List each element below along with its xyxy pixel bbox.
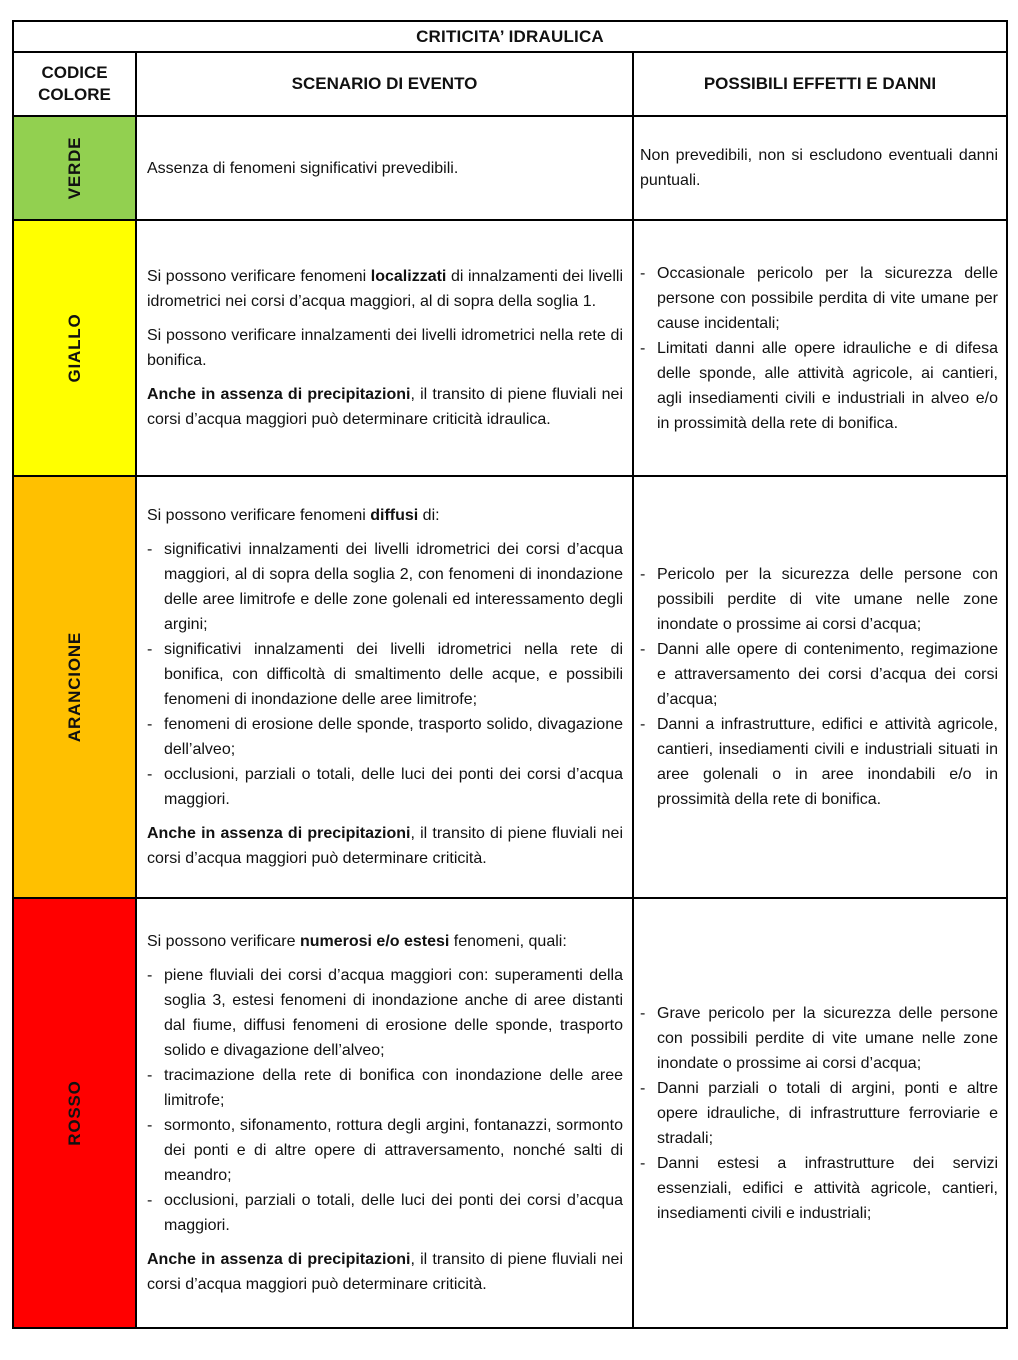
scenario-paragraph bbox=[147, 264, 623, 314]
effects-text: Non prevedibili, non si escludono eventuali danni puntuali. bbox=[640, 147, 998, 189]
table-row-giallo bbox=[13, 220, 1007, 476]
scenario-cell-verde bbox=[136, 116, 633, 220]
scenario-text: , il transito di piene fluviali nei corsi d’acqua maggiori può determinare criticità idraulica. bbox=[147, 386, 624, 428]
scenario-text: fenomeni di erosione delle sponde, trasporto solido, divagazione dell’alveo; bbox=[164, 716, 623, 758]
scenario-text-bold: numerosi e/o estesi bbox=[299, 933, 450, 950]
scenario-text-bold: Anche in assenza di precipitazioni bbox=[147, 386, 411, 403]
color-code-label: ROSSO bbox=[64, 1080, 84, 1146]
effects-bullet bbox=[640, 336, 998, 436]
bullet-dash: - bbox=[147, 716, 153, 733]
effects-text: Grave pericolo per la sicurezza delle persone con possibili perdite di vite umane nelle zone inondate o prossime ai corsi d’acqua; bbox=[657, 1004, 998, 1072]
scenario-paragraph bbox=[147, 821, 623, 871]
bullet-dash: - bbox=[640, 566, 646, 583]
effects-bullet bbox=[640, 637, 998, 712]
bullet-dash: - bbox=[640, 1004, 646, 1022]
effects-bullet bbox=[640, 562, 998, 637]
scenario-text: , il transito di piene fluviali nei corsi d’acqua maggiori può determinare criticità. bbox=[147, 1251, 624, 1293]
scenario-bullet bbox=[147, 1063, 623, 1113]
color-code-cell-arancione bbox=[13, 476, 136, 898]
scenario-text-bold: localizzati bbox=[370, 268, 447, 285]
effects-text: Occasionale pericolo per la sicurezza delle persone con possibile perdita di vite umane per cause incidentali; bbox=[657, 264, 998, 332]
bullet-dash: - bbox=[147, 766, 153, 783]
scenario-text: di innalzamenti dei livelli idrometrici nei corsi d’acqua maggiori, al di sopra della soglia 1. bbox=[147, 268, 623, 310]
effects-text: Danni a infrastrutture, edifici e attività agricole, cantieri, insediamenti civili e industriali situati in aree golenali o in aree inondabili e/o in prossimità della rete di bonifica. bbox=[657, 716, 998, 808]
bullet-dash: - bbox=[147, 1192, 153, 1209]
scenario-paragraph bbox=[147, 156, 623, 181]
scenario-text: Si possono verificare innalzamenti dei livelli idrometrici nella rete di bonifica. bbox=[147, 327, 623, 369]
title-row bbox=[13, 21, 1007, 52]
scenario-text: Si possono verificare fenomeni bbox=[147, 268, 371, 285]
effects-cell-rosso bbox=[633, 898, 1007, 1328]
scenario-cell-giallo bbox=[136, 220, 633, 476]
bullet-dash: - bbox=[147, 1117, 153, 1134]
bullet-dash: - bbox=[640, 339, 646, 357]
effects-text: Danni parziali o totali di argini, ponti e altre opere idrauliche, di infrastrutture ferroviarie e stradali; bbox=[657, 1079, 998, 1147]
column-header-scenario-di-evento: SCENARIO DI EVENTO bbox=[136, 52, 633, 116]
effects-paragraph bbox=[640, 143, 998, 193]
criticita-idraulica-table bbox=[12, 20, 1008, 1329]
scenario-text: Si possono verificare fenomeni bbox=[147, 507, 371, 524]
scenario-bullet bbox=[147, 712, 623, 762]
effects-bullet bbox=[640, 261, 998, 336]
scenario-text: piene fluviali dei corsi d’acqua maggiori con: superamenti della soglia 3, estesi fenomeni di inondazione anche di aree distanti dal fiume, diffusi fenomeni di erosione delle sponde, trasporto solido e divagazione dell’alveo; bbox=[164, 967, 623, 1059]
effects-text: Danni estesi a infrastrutture dei servizi essenziali, edifici e attività agricole, cantieri, insediamenti civili e industriali; bbox=[657, 1154, 998, 1222]
scenario-text: sormonto, sifonamento, rottura degli argini, fontanazzi, sormonto dei ponti e di altre opere di attraversamento, nonché salti di meandro; bbox=[164, 1117, 623, 1184]
effects-bullet bbox=[640, 1076, 998, 1151]
scenario-text: fenomeni, quali: bbox=[449, 933, 567, 950]
color-code-label: ARANCIONE bbox=[64, 631, 84, 743]
effects-cell-giallo bbox=[633, 220, 1007, 476]
bullet-dash: - bbox=[147, 967, 153, 984]
effects-text: Limitati danni alle opere idrauliche e di difesa delle sponde, alle attività agricole, ai cantieri, agli insediamenti civili e industriali in alveo e/o in prossimità della rete di bonifica. bbox=[657, 339, 998, 432]
bullet-dash: - bbox=[640, 716, 646, 733]
scenario-text: significativi innalzamenti dei livelli idrometrici nella rete di bonifica, con difficoltà di smaltimento delle acque, e possibili fenomeni di inondazione delle aree limitrofe; bbox=[164, 641, 623, 708]
color-code-label: VERDE bbox=[64, 136, 84, 200]
scenario-bullet bbox=[147, 963, 623, 1063]
scenario-bullet bbox=[147, 537, 623, 637]
bullet-dash: - bbox=[147, 1067, 153, 1084]
color-code-label: GIALLO bbox=[64, 313, 84, 383]
table-title: CRITICITA’ IDRAULICA bbox=[13, 21, 1007, 52]
column-header-row bbox=[13, 52, 1007, 116]
bullet-dash: - bbox=[147, 541, 153, 558]
scenario-bullet bbox=[147, 1188, 623, 1238]
column-header-codice-colore: CODICE COLORE bbox=[13, 52, 136, 116]
bullet-dash: - bbox=[640, 1154, 646, 1172]
effects-bullet bbox=[640, 1151, 998, 1226]
scenario-paragraph bbox=[147, 323, 623, 373]
table-row-rosso bbox=[13, 898, 1007, 1328]
scenario-text: Si possono verificare bbox=[147, 933, 300, 950]
scenario-text-bold: Anche in assenza di precipitazioni bbox=[147, 825, 411, 842]
bullet-dash: - bbox=[640, 264, 646, 282]
color-code-cell-giallo bbox=[13, 220, 136, 476]
scenario-cell-rosso bbox=[136, 898, 633, 1328]
color-code-cell-verde bbox=[13, 116, 136, 220]
scenario-text: significativi innalzamenti dei livelli idrometrici dei corsi d’acqua maggiori, al di sopra della soglia 2, con fenomeni di inondazione delle aree limitrofe e delle zone golenali ed interessamento degli argini; bbox=[164, 541, 623, 633]
color-code-cell-rosso bbox=[13, 898, 136, 1328]
scenario-bullet bbox=[147, 637, 623, 712]
scenario-text: occlusioni, parziali o totali, delle luci dei ponti dei corsi d’acqua maggiori. bbox=[164, 1192, 623, 1234]
effects-text: Danni alle opere di contenimento, regimazione e attraversamento dei corsi d’acqua dei corsi d’acqua; bbox=[657, 641, 998, 708]
column-header-possibili-effetti-e-danni: POSSIBILI EFFETTI E DANNI bbox=[633, 52, 1007, 116]
scenario-cell-arancione bbox=[136, 476, 633, 898]
scenario-bullet bbox=[147, 762, 623, 812]
table-row-verde bbox=[13, 116, 1007, 220]
scenario-paragraph bbox=[147, 929, 623, 954]
effects-bullet bbox=[640, 712, 998, 812]
scenario-text: di: bbox=[418, 507, 440, 524]
scenario-bullet bbox=[147, 1113, 623, 1188]
scenario-paragraph bbox=[147, 503, 623, 528]
bullet-dash: - bbox=[640, 641, 646, 658]
scenario-text: , il transito di piene fluviali nei corsi d’acqua maggiori può determinare criticità. bbox=[147, 825, 624, 867]
scenario-text: occlusioni, parziali o totali, delle luci dei ponti dei corsi d’acqua maggiori. bbox=[164, 766, 623, 808]
scenario-paragraph bbox=[147, 382, 623, 432]
scenario-text: Assenza di fenomeni significativi prevedibili. bbox=[147, 159, 459, 177]
scenario-text: tracimazione della rete di bonifica con inondazione delle aree limitrofe; bbox=[164, 1067, 623, 1109]
effects-bullet bbox=[640, 1001, 998, 1076]
table-row-arancione bbox=[13, 476, 1007, 898]
scenario-text-bold: diffusi bbox=[370, 507, 419, 524]
effects-cell-verde bbox=[633, 116, 1007, 220]
bullet-dash: - bbox=[147, 641, 153, 658]
bullet-dash: - bbox=[640, 1079, 646, 1097]
effects-text: Pericolo per la sicurezza delle persone con possibili perdite di vite umane nelle zone inondate o prossime ai corsi d’acqua; bbox=[657, 566, 998, 633]
effects-cell-arancione bbox=[633, 476, 1007, 898]
scenario-text-bold: Anche in assenza di precipitazioni bbox=[147, 1251, 411, 1268]
scenario-paragraph bbox=[147, 1247, 623, 1297]
table-body bbox=[13, 116, 1007, 1328]
